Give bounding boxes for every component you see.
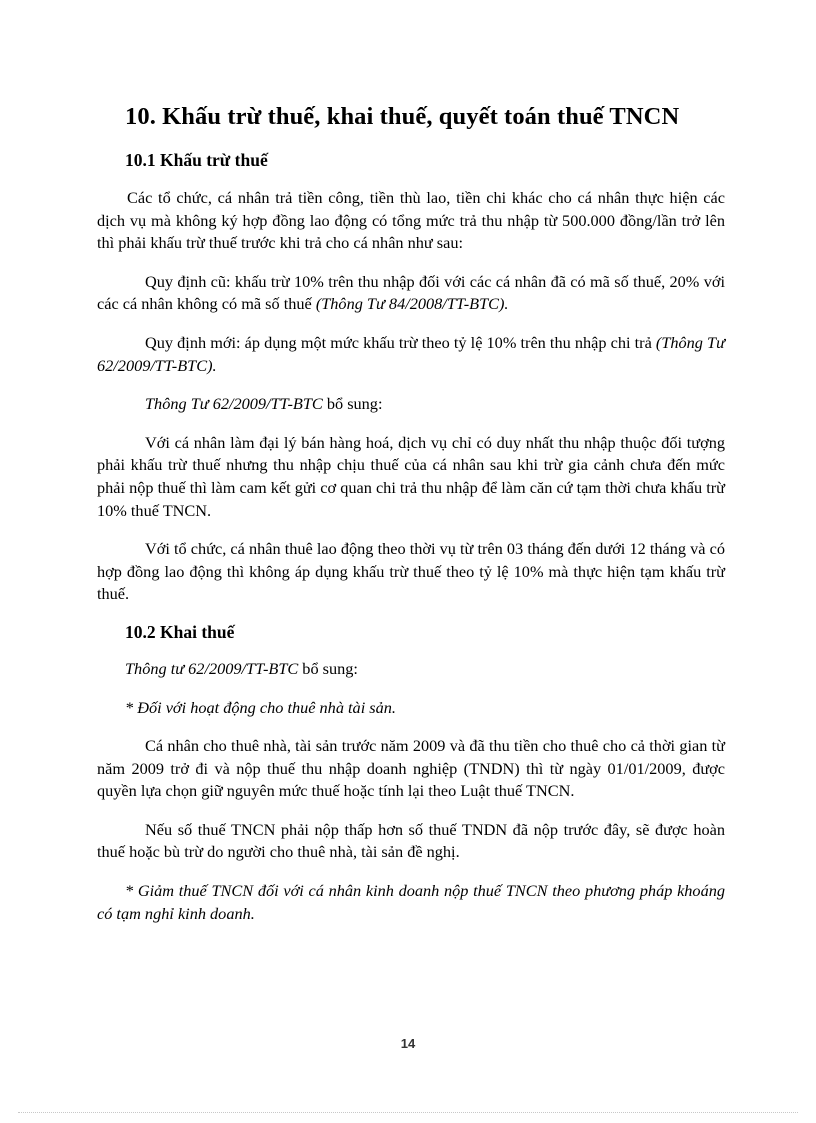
paragraph-property-rental-heading: * Đối với hoạt động cho thuê nhà tài sản.: [125, 697, 396, 717]
new-rule-text: Quy định mới: áp dụng một mức khấu trừ theo tỷ lệ 10% trên thu nhập chi trả: [145, 332, 656, 352]
page-content: [97, 100, 725, 925]
paragraph-tax-reduction: * Giảm thuế TNCN đối với cá nhân kinh doanh nộp thuế TNCN theo phương pháp khoáng có tạm nghỉ kinh doanh.: [97, 881, 725, 923]
main-heading: 10. Khấu trừ thuế, khai thuế, quyết toán thuế TNCN: [125, 103, 680, 130]
paragraph-supplement-note: [97, 393, 725, 416]
old-rule-reference: (Thông Tư 84/2008/TT-BTC).: [315, 294, 509, 314]
paragraph-withholding-intro: Các tổ chức, cá nhân trả tiền công, tiền thù lao, tiền chi khác cho cá nhân thực hiện các dịch vụ mà không ký hợp đồng lao động có tổng mức trả thu nhập từ 500.000 đồng/lần trở lên thì phải khấu trừ thuế trước khi trả cho cá nhân như sau:: [97, 188, 725, 253]
paragraph-refund: Nếu số thuế TNCN phải nộp thấp hơn số thuế TNDN đã nộp trước đây, sẽ được hoàn thuế hoặc bù trừ do người cho thuê nhà, tài sản đề nghị.: [97, 819, 725, 862]
declaration-supplement-text: bổ sung:: [298, 658, 358, 678]
old-rule-text: Quy định cũ: khấu trừ 10% trên thu nhập đối với các cá nhân đã có mã số thuế, 20% với các cá nhân không có mã số thuế: [97, 271, 725, 314]
supplement-text: bổ sung:: [322, 394, 383, 414]
paragraph-sales-agent: Với cá nhân làm đại lý bán hàng hoá, dịch vụ chỉ có duy nhất thu nhập thuộc đối tượng phải khấu trừ thuế nhưng thu nhập chịu thuế của cá nhân sau khi trừ gia cảnh chưa đến mức phải nộp thuế thì làm cam kết gửi cơ quan chi trả thu nhập để làm căn cứ tạm thời chưa khấu trừ 10% thuế TNCN.: [97, 432, 725, 520]
section-heading-declaration: 10.2 Khai thuế: [125, 621, 235, 642]
section-heading-withholding: 10.1 Khấu trừ thuế: [125, 150, 268, 170]
paragraph-new-rule: [97, 332, 725, 377]
paragraph-old-rule: [97, 271, 725, 316]
page-number: 14: [400, 1036, 416, 1051]
paragraph-seasonal-labor: Với tổ chức, cá nhân thuê lao động theo thời vụ từ trên 03 tháng đến dưới 12 tháng và có hợp đồng lao động thì không áp dụng khấu trừ thuế theo tỷ lệ 10% mà thực hiện tạm khấu trừ thuế.: [97, 539, 725, 604]
new-rule-reference: (Thông Tư 62/2009/TT-BTC).: [97, 332, 725, 375]
paragraph-property-rental: Cá nhân cho thuê nhà, tài sản trước năm 2009 và đã thu tiền cho thuê cho cả thời gian từ năm 2009 trở đi và nộp thuế thu nhập doanh nghiệp (TNDN) thì từ ngày 01/01/2009, được quyền lựa chọn giữ nguyên mức thuế hoặc tính lại theo Luật thuế TNCN.: [97, 736, 725, 801]
declaration-reference: Thông tư 62/2009/TT-BTC: [125, 658, 299, 678]
supplement-reference: Thông Tư 62/2009/TT-BTC: [145, 394, 323, 414]
page-bottom-divider: [18, 1112, 798, 1113]
paragraph-declaration-supplement: [125, 658, 725, 681]
